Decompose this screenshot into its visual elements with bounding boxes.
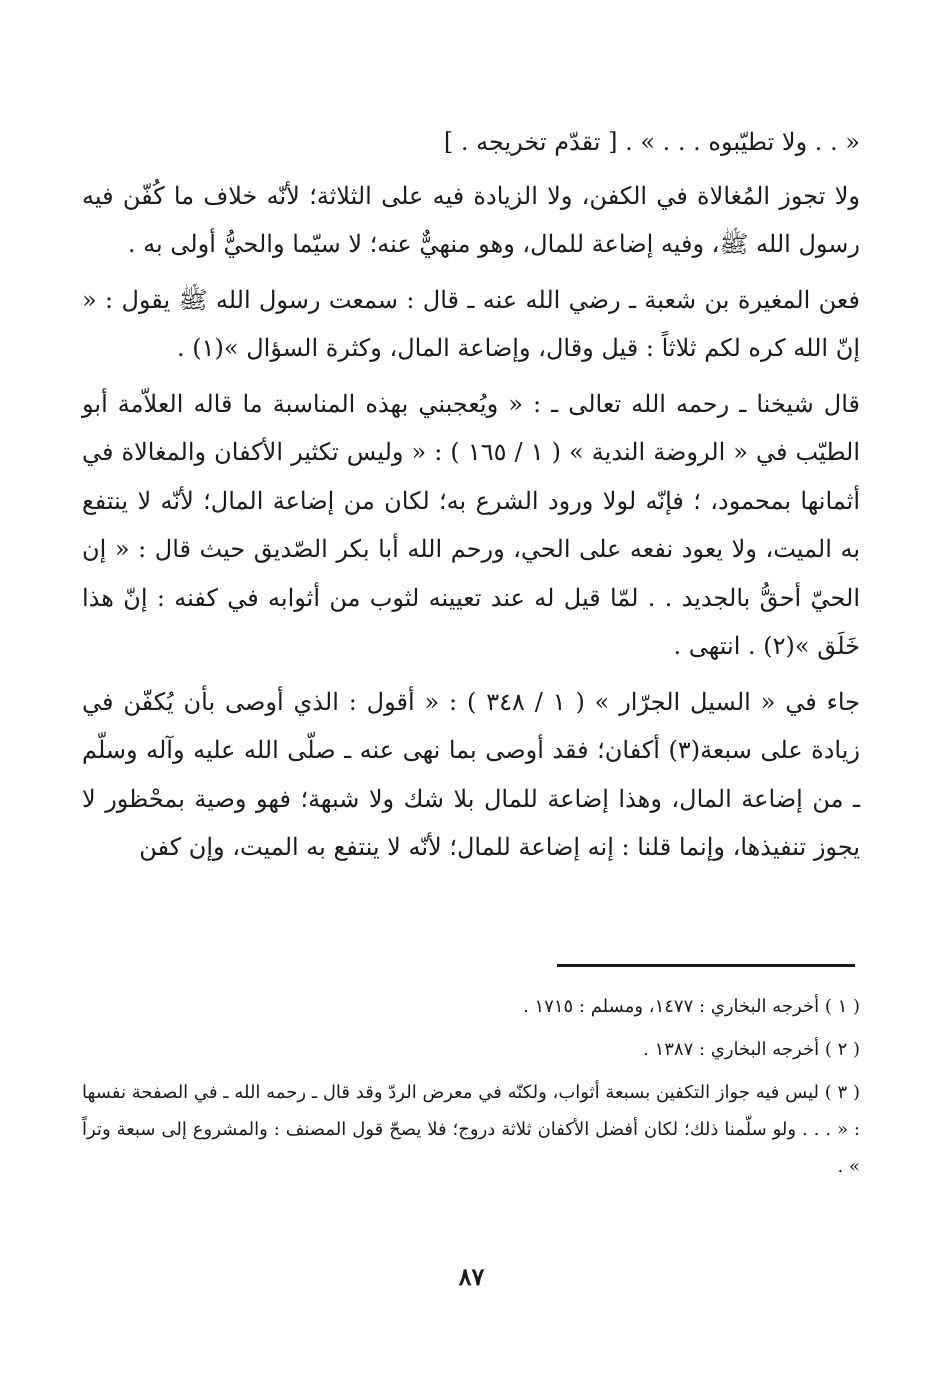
paragraph-5: جاء في « السيل الجرّار » ( ١ / ٣٤٨ ) : « أقول : الذي أوصى بأن يُكفّن في زيادة على سبعة(٣) أكفان؛ فقد أوصى بما نهى عنه ـ صلّى الله عليه وآله وسلّم ـ من إضاعة المال، وهذا إضاعة للمال بلا شك ولا شبهة؛ فهو وصية بمحْظور لا يجوز تنفيذها، وإنما قلنا : إنه إضاعة للمال؛ لأنّه لا ينتفع به الميت، وإن كفن [82, 687, 861, 861]
page-number: ٨٧ [458, 1262, 485, 1291]
footnote-2: ( ٢ ) أخرجه البخاري : ١٣٨٧ . [643, 1039, 860, 1060]
footnotes [82, 988, 860, 1191]
footnote-separator [557, 964, 855, 967]
footnote-1: ( ١ ) أخرجه البخاري : ١٤٧٧، ومسلم : ١٧١٥ . [523, 996, 860, 1017]
footnote-3: ( ٣ ) ليس فيه جواز التكفين بسبعة أثواب، ولكنّه في معرض الردّ وقد قال ـ رحمه الله ـ في الصفحة نفسها : « . . . ولو سلّمنا ذلك؛ لكان أفضل الأكفان ثلاثة دروج؛ فلا يصحّ قول المصنف : والمشروع إلى سبعة وتراً » . [82, 1082, 860, 1177]
paragraph-4: قال شيخنا ـ رحمه الله تعالى ـ : « ويُعجبني بهذه المناسبة ما قاله العلاّمة أبو الطيّب في « الروضة الندية » ( ١ / ١٦٥ ) : « وليس تكثير الأكفان والمغالاة في أثمانها بمحمود، ؛ فإنّه لولا ورود الشرع به؛ لكان من إضاعة المال؛ لأنّه لا ينتفع به الميت، ولا يعود نفعه على الحي، ورحم الله أبا بكر الصّديق حيث قال : « إن الحيّ أحقُّ بالجديد . . لمّا قيل له عند تعيينه لثوب من أثوابه في كفنه : إنّ هذا خَلَق »(٢) . انتهى . [82, 389, 861, 660]
paragraph-1: « . . ولا تطيّبوه . . . » . [ تقدّم تخريجه . ] [443, 128, 860, 156]
paragraph-3: فعن المغيرة بن شعبة ـ رضي الله عنه ـ قال : سمعت رسول الله ﷺ يقول : « إنّ الله كره لكم ثلاثاً : قيل وقال، وإضاعة المال، وكثرة السؤال »(١) . [82, 285, 860, 362]
paragraph-2: ولا تجوز المُغالاة في الكفن، ولا الزيادة فيه على الثلاثة؛ لأنّه خلاف ما كُفّن فيه رسول الله ﷺ، وفيه إضاعة للمال، وهو منهيٌّ عنه؛ لا سيّما والحيُّ أولى به . [82, 181, 860, 258]
main-text [82, 118, 860, 879]
